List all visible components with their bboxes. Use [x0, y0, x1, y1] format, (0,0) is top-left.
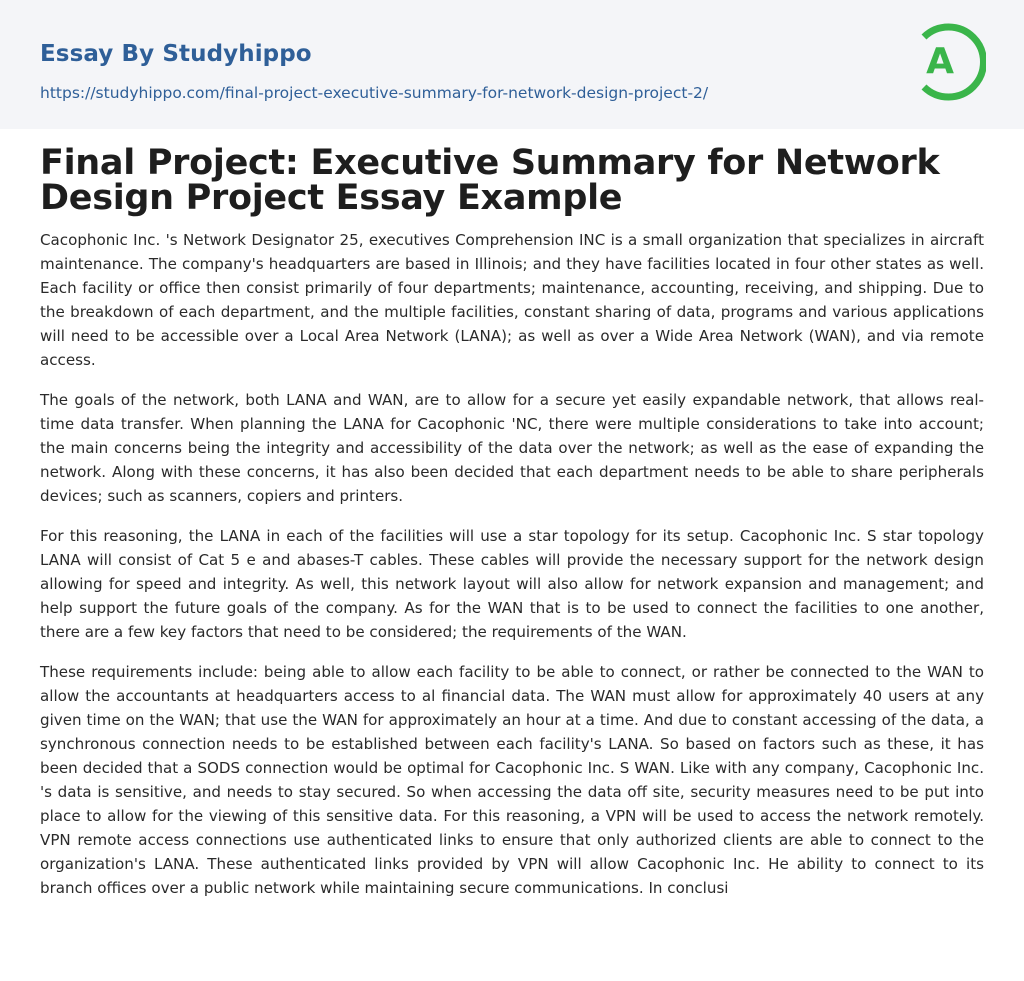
essay-paragraph: The goals of the network, both LANA and WAN, are to allow for a secure yet easily expandable network, that allows real-time data transfer. When planning the LANA for Cacophonic 'NC, there were multiple considerations to take into account; the main concerns being the integrity and accessibility of the data over the network; as well as the ease of expanding the network. Along with these concerns, it has also been decided that each department needs to be able to share peripherals devices; such as scanners, copiers and printers. [40, 391, 984, 505]
essay-paragraph: These requirements include: being able to allow each facility to be able to connect, or rather be connected to the WAN to allow the accountants at headquarters access to al financial data. The WAN must allow for approximately 40 users at any given time on the WAN; that use the WAN for approximately an hour at a time. And due to constant accessing of the data, a synchronous connection needs to be established between each facility's LANA. So based on factors such as these, it has been decided that a SODS connection would be optimal for Cacophonic Inc. S WAN. Like with any company, Cacophonic Inc. 's data is sensitive, and needs to stay secured. So when accessing the data off site, security measures need to be put into place to allow for the viewing of this sensitive data. For this reasoning, a VPN will be used to access the network remotely. VPN remote access connections use authenticated links to ensure that only authorized clients are able to connect to the organization's LANA. These authenticated links provided by VPN will allow Cacophonic Inc. He ability to connect to its branch offices over a public network while maintaining secure communications. In conclusi [40, 663, 984, 897]
logo-letter: A [926, 41, 954, 82]
page-url-link[interactable]: https://studyhippo.com/final-project-executive-summary-for-network-design-project-2/ [40, 84, 709, 102]
studyhippo-logo-icon[interactable] [912, 19, 986, 105]
essay-paragraph: For this reasoning, the LANA in each of the facilities will use a star topology for its setup. Cacophonic Inc. S star topology LANA will consist of Cat 5 e and abases-T cables. These cables will provide the necessary support for the network design allowing for speed and integrity. As well, this network layout will also allow for network expansion and management; and help support the future goals of the company. As for the WAN that is to be used to connect the facilities to one another, there are a few key factors that need to be considered; the requirements of the WAN. [40, 527, 984, 641]
site-header [0, 0, 1024, 129]
essay-title: Final Project: Executive Summary for Network Design Project Essay Example [40, 143, 940, 218]
essay-body [40, 228, 984, 916]
essay-paragraph: Cacophonic Inc. 's Network Designator 25, executives Comprehension INC is a small organization that specializes in aircraft maintenance. The company's headquarters are based in Illinois; and they have facilities located in four other states as well. Each facility or office then consist primarily of four departments; maintenance, accounting, receiving, and shipping. Due to the breakdown of each department, and the multiple facilities, constant sharing of data, programs and various applications will need to be accessible over a Local Area Network (LANA); as well as over a Wide Area Network (WAN), and via remote access. [40, 231, 984, 369]
site-title[interactable]: Essay By Studyhippo [40, 41, 312, 67]
